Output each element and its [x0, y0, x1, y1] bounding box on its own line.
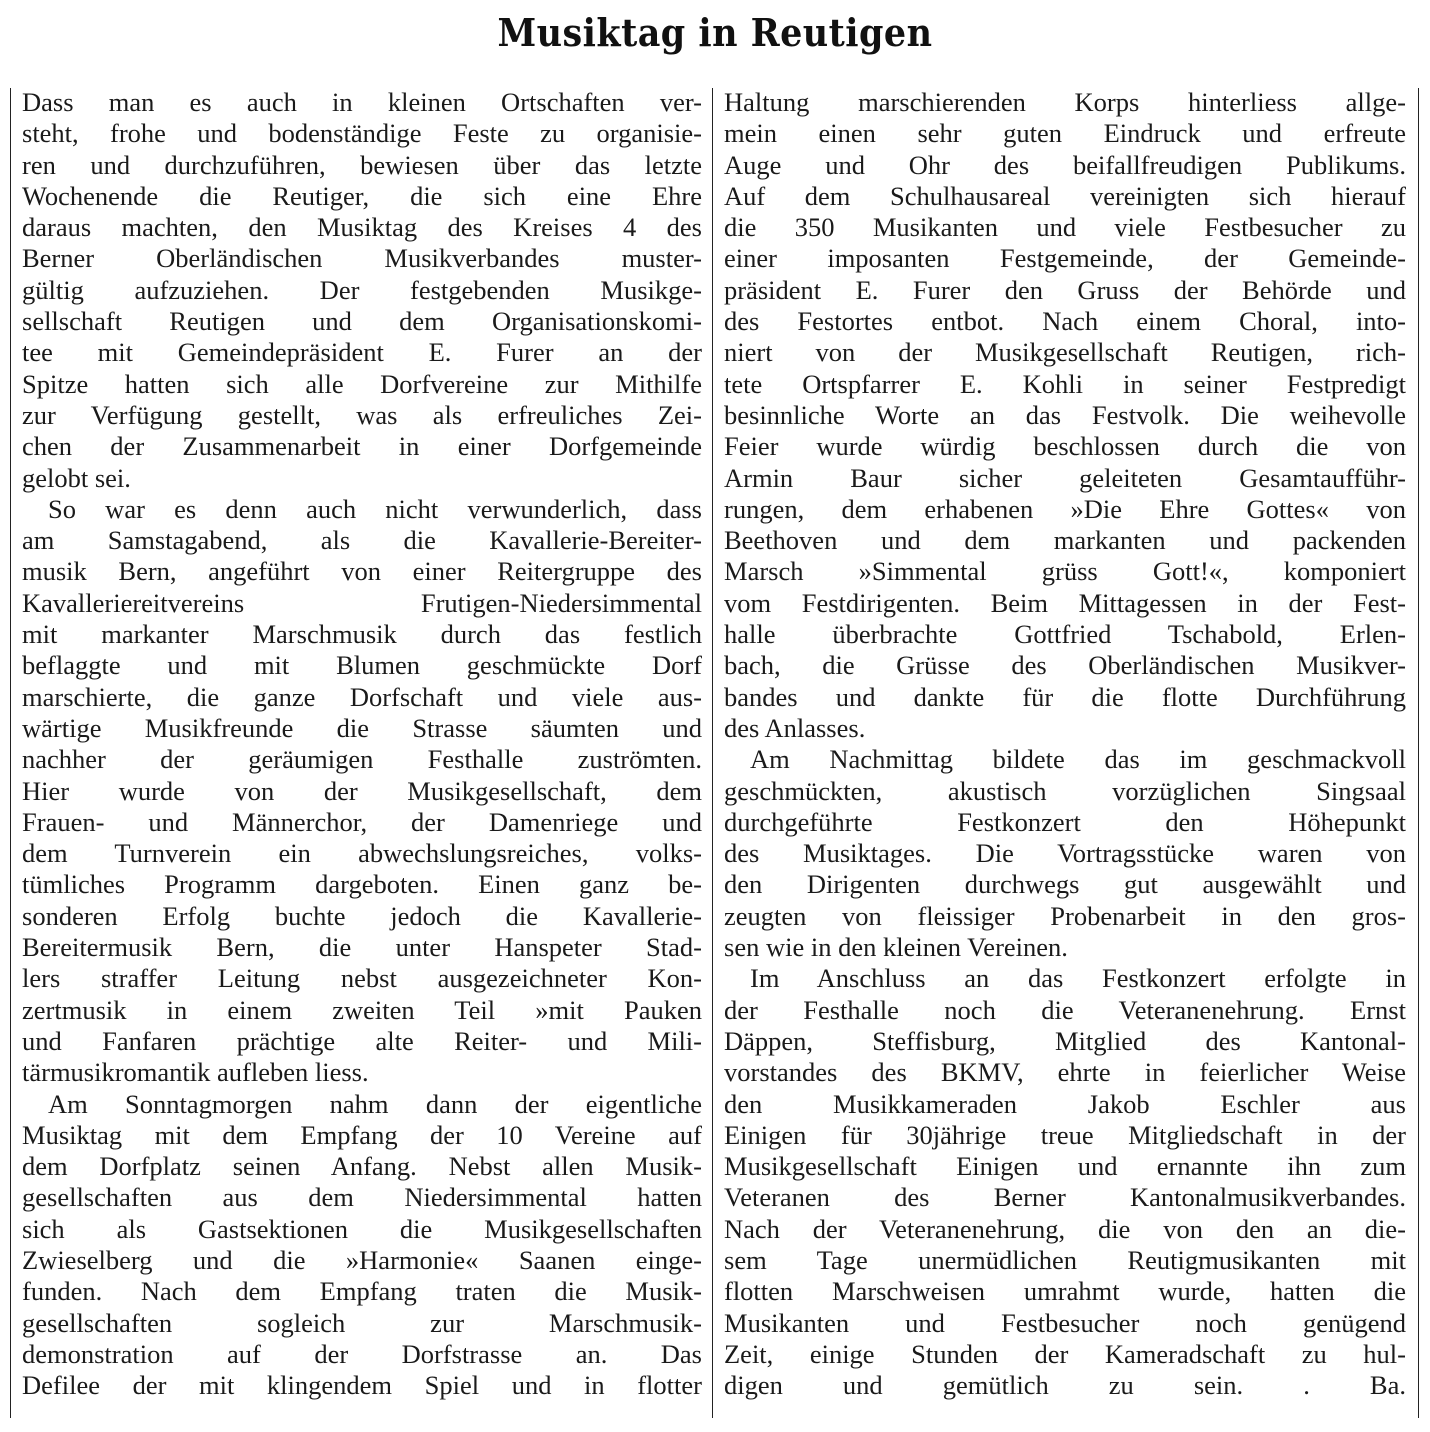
- text-line: chen der Zusammenarbeit in einer Dorfgemeinde: [22, 431, 702, 462]
- text-line: musik Bern, angeführt von einer Reitergruppe des: [22, 556, 702, 587]
- text-line: Kavalleriereitvereins Frutigen-Niedersimmental: [22, 587, 702, 618]
- text-line: präsident E. Furer den Gruss der Behörde und: [724, 274, 1406, 305]
- text-line: des Festortes entbot. Nach einem Choral, into-: [724, 306, 1406, 337]
- text-line: Haltung marschierenden Korps hinterliess allge-: [724, 87, 1406, 117]
- text-line: sonderen Erfolg buchte jedoch die Kavallerie-: [22, 900, 702, 931]
- text-line: vom Festdirigenten. Beim Mittagessen in der Fest-: [724, 587, 1406, 618]
- text-line: einer imposanten Festgemeinde, der Gemeinde-: [724, 243, 1406, 274]
- text-line: Nach der Veteranenehrung, die von den an die-: [724, 1213, 1406, 1244]
- text-line: geschmückten, akustisch vorzüglichen Singsaal: [724, 775, 1406, 806]
- text-line: sen wie in den kleinen Vereinen.: [724, 932, 1068, 963]
- text-line: niert von der Musikgesellschaft Reutigen, rich-: [724, 337, 1406, 368]
- text-line: zeugten von fleissiger Probenarbeit in den gros-: [724, 900, 1406, 931]
- text-line: halle überbrachte Gottfried Tschabold, Erlen-: [724, 619, 1406, 650]
- text-line: Auf dem Schulhausareal vereinigten sich hierauf: [724, 180, 1406, 211]
- text-line: Marsch »Simmental grüss Gott!«, komponiert: [724, 556, 1406, 587]
- text-line: Zeit, einige Stunden der Kameradschaft zu hul-: [724, 1338, 1406, 1369]
- text-line: die 350 Musikanten und viele Festbesucher zu: [724, 212, 1406, 243]
- article-title: Musiktag in Reutigen: [497, 10, 933, 55]
- text-line: des Anlasses.: [724, 712, 866, 743]
- text-line: Wochenende die Reutiger, die sich eine Ehre: [22, 180, 702, 211]
- text-line: zur Verfügung gestellt, was als erfreuliches Zei-: [22, 399, 702, 430]
- text-line: vorstandes des BKMV, ehrte in feierlicher Weise: [724, 1057, 1406, 1088]
- article-column-right: [724, 87, 1406, 1401]
- text-line: gesellschaften aus dem Niedersimmental hatten: [22, 1182, 702, 1213]
- text-line: den Dirigenten durchwegs gut ausgewählt und: [724, 869, 1406, 900]
- text-line: Beethoven und dem markanten und packenden: [724, 525, 1406, 556]
- text-line: durchgeführte Festkonzert den Höhepunkt: [724, 806, 1406, 837]
- column-rule-middle: [712, 88, 713, 1418]
- text-line: wärtige Musikfreunde die Strasse säumten und: [22, 712, 702, 743]
- text-line: lers straffer Leitung nebst ausgezeichneter Kon-: [22, 963, 702, 994]
- column-rule-left: [10, 88, 11, 1418]
- text-line: Defilee der mit klingendem Spiel und in flotter: [22, 1370, 702, 1401]
- paragraph-start-line: Am Sonntagmorgen nahm dann der eigentliche: [48, 1088, 702, 1119]
- text-line: der Festhalle noch die Veteranenehrung. Ernst: [724, 994, 1406, 1025]
- text-line: am Samstagabend, als die Kavallerie-Bereiter-: [22, 525, 702, 556]
- text-line: Hier wurde von der Musikgesellschaft, dem: [22, 775, 702, 806]
- text-line: zertmusik in einem zweiten Teil »mit Pauken: [22, 994, 702, 1025]
- text-line: bandes und dankte für die flotte Durchführung: [724, 681, 1406, 712]
- text-line: Einigen für 30jährige treue Mitgliedschaft in der: [724, 1119, 1406, 1150]
- text-line: und Fanfaren prächtige alte Reiter- und Mili-: [22, 1025, 702, 1056]
- text-line: steht, frohe und bodenständige Feste zu organisie-: [22, 118, 702, 149]
- text-line: bach, die Grüsse des Oberländischen Musikver-: [724, 650, 1406, 681]
- text-line: demonstration auf der Dorfstrasse an. Das: [22, 1338, 702, 1369]
- text-line: Musikanten und Festbesucher noch genügend: [724, 1307, 1406, 1338]
- text-line: nachher der geräumigen Festhalle zuströmten.: [22, 744, 702, 775]
- text-line: Spitze hatten sich alle Dorfvereine zur Mithilfe: [22, 368, 702, 399]
- text-line: Frauen- und Männerchor, der Damenriege und: [22, 806, 702, 837]
- text-line: tärmusikromantik aufleben liess.: [22, 1057, 369, 1088]
- text-line: mit markanter Marschmusik durch das festlich: [22, 619, 702, 650]
- text-line: gelobt sei.: [22, 462, 131, 493]
- paragraph-start-line: Im Anschluss an das Festkonzert erfolgte in: [750, 963, 1406, 994]
- text-line: dem Turnverein ein abwechslungsreiches, volks-: [22, 838, 702, 869]
- text-line: flotten Marschweisen umrahmt wurde, hatten die: [724, 1276, 1406, 1307]
- text-line: den Musikkameraden Jakob Eschler aus: [724, 1088, 1406, 1119]
- text-line: marschierte, die ganze Dorfschaft und viele aus-: [22, 681, 702, 712]
- article-column-left: [22, 87, 702, 1401]
- paragraph-start-line: Am Nachmittag bildete das im geschmackvoll: [750, 744, 1406, 775]
- text-line: gesellschaften sogleich zur Marschmusik-: [22, 1307, 702, 1338]
- text-line: Berner Oberländischen Musikverbandes muster-: [22, 243, 702, 274]
- text-line: Däppen, Steffisburg, Mitglied des Kantonal-: [724, 1025, 1406, 1056]
- text-line: digen und gemütlich zu sein. . Ba.: [724, 1370, 1406, 1401]
- text-line: rungen, dem erhabenen »Die Ehre Gottes« von: [724, 493, 1406, 524]
- text-line: Dass man es auch in kleinen Ortschaften ver-: [22, 87, 702, 117]
- column-rule-right: [1418, 88, 1419, 1418]
- text-line: daraus machten, den Musiktag des Kreises 4 des: [22, 212, 702, 243]
- text-line: gültig aufzuziehen. Der festgebenden Musikge-: [22, 274, 702, 305]
- text-line: Musikgesellschaft Einigen und ernannte ihn zum: [724, 1151, 1406, 1182]
- text-line: sellschaft Reutigen und dem Organisationskomi-: [22, 306, 702, 337]
- text-line: Musiktag mit dem Empfang der 10 Vereine auf: [22, 1119, 702, 1150]
- text-line: tee mit Gemeindepräsident E. Furer an der: [22, 337, 702, 368]
- text-line: tümliches Programm dargeboten. Einen ganz be-: [22, 869, 702, 900]
- text-line: Feier wurde würdig beschlossen durch die von: [724, 431, 1406, 462]
- text-line: Zwieselberg und die »Harmonie« Saanen einge-: [22, 1244, 702, 1275]
- text-line: besinnliche Worte an das Festvolk. Die weihevolle: [724, 399, 1406, 430]
- text-line: ren und durchzuführen, bewiesen über das letzte: [22, 149, 702, 180]
- text-line: Auge und Ohr des beifallfreudigen Publikums.: [724, 149, 1406, 180]
- text-line: tete Ortspfarrer E. Kohli in seiner Festpredigt: [724, 368, 1406, 399]
- text-line: funden. Nach dem Empfang traten die Musik-: [22, 1276, 702, 1307]
- text-line: sem Tage unermüdlichen Reutigmusikanten mit: [724, 1244, 1406, 1275]
- text-line: mein einen sehr guten Eindruck und erfreute: [724, 118, 1406, 149]
- text-line: sich als Gastsektionen die Musikgesellschaften: [22, 1213, 702, 1244]
- text-line: beflaggte und mit Blumen geschmückte Dorf: [22, 650, 702, 681]
- text-line: Veteranen des Berner Kantonalmusikverbandes.: [724, 1182, 1406, 1213]
- text-line: Bereitermusik Bern, die unter Hanspeter Stad-: [22, 932, 702, 963]
- text-line: dem Dorfplatz seinen Anfang. Nebst allen Musik-: [22, 1151, 702, 1182]
- text-line: Armin Baur sicher geleiteten Gesamtaufführ-: [724, 462, 1406, 493]
- text-line: des Musiktages. Die Vortragsstücke waren von: [724, 838, 1406, 869]
- paragraph-start-line: So war es denn auch nicht verwunderlich, dass: [48, 493, 702, 524]
